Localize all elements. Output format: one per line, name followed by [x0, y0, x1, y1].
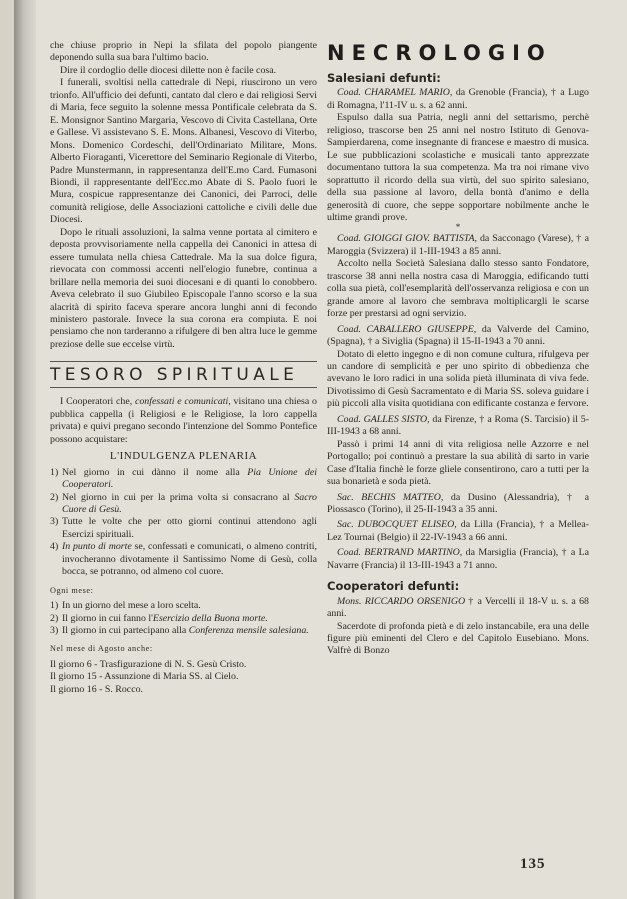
paragraph-3: I funerali, svoltisi nella cattedrale di Nepi, riuscirono un vero trionfo. All'ufficio dei defunti, cantato dal clero e dai religiosi Servi di Maria, fece seguito la solenne messa Pontificale celebrata da S. E. Monsignor Santino Margaria, Vescovo di Civita Castellana, Orte e Gallese. Vi assistevano S. E. Mons. Albanesi, Vescovo di Viterbo, Mons. Domenico Cordeschi, dell'Ordinariato Militare, Mons. Alberto Fioraganti, Vicerettore del Seminario Regionale di Viterbo, Padre Munstermann, in rappresentanza dell'E.mo Card. Fumasoni Biondi, il rappresentante dell'Ecc.mo Abate di S. Paolo fuori le Mura, cospicue rappresentanze dei Canonici, dei Parroci, delle comunità religiose, delle Associazioni cattoliche e civili delle due Diocesi. — [50, 77, 317, 226]
cooperatori-defunti-heading: Cooperatori defunti: — [327, 579, 460, 594]
obituary-entry: Coad. GALLES SISTO, da Firenze, † a Roma (S. Tarcisio) il 5-III-1943 a 68 anni. Passò i primi 14 anni di vita religiosa nelle Azzorre e nel Portogallo; poi continuò a prestare la sua abilità di sarto in varie Case d'Italia finchè le forze gliele consentirono, caro a tutti per la sua bonarietà e soda pietà. — [327, 413, 589, 488]
paragraph-1: che chiuse proprio in Nepi la sfilata del popolo piangente deponendo sulla sua bara l'ultimo bacio. — [50, 40, 317, 64]
agosto-label: Nel mese di Agosto anche: — [50, 644, 153, 654]
obituary-entry: Sac. DUBOCQUET ELISEO, da Lilla (Francia), † a Mellea-Lez Tournai (Belgio) il 22-IV-1943 a 66 anni. — [327, 519, 589, 543]
obituary-entry: Sac. BECHIS MATTEO, da Dusino (Alessandria), † a Piossasco (Torino), il 25-II-1943 a 35 anni. — [327, 491, 589, 515]
obituary-entry: Mons. RICCARDO ORSENIGO † a Vercelli il 18-V u. s. a 68 anni. Sacerdote di profonda pietà e di zelo instancabile, era una delle figure più eminenti del Clero e del Capitolo Eusebiano. Mons. Valfrè di Bonzo — [327, 595, 589, 657]
list-item: 4) In punto di morte se, confessati e comunicati, o almeno contriti, invocheranno divotamente il Santissimo Nome di Gesù, colla bocca, se potranno, od almeno col cuore. — [50, 541, 317, 578]
indulgenza-plenaria-heading: L'INDULGENZA PLENARIA — [109, 450, 258, 463]
left-column — [50, 40, 317, 696]
indulgence-list — [50, 467, 317, 579]
tesoro-intro: I Cooperatori che, confessati e comunicati, visitano una chiesa o pubblica cappella (i Religiosi e le Religiose, la loro cappella privata) e quivi pregano secondo l'intenzione del Sommo Pontefice possono acquistare: — [50, 396, 317, 445]
list-item: 2) Nel giorno in cui per la prima volta si consacrano al Sacro Cuore di Gesù. — [50, 491, 317, 515]
obituary-entry: Coad. BERTRAND MARTINO, da Marsiglia (Francia), † a La Navarre (Francia) il 13-III-1943 a 71 anno. — [327, 547, 590, 571]
page-number: 135 — [520, 856, 546, 872]
right-column — [327, 40, 589, 658]
list-item: 1) Nel giorno in cui dànno il nome alla Pia Unione dei Cooperatori. — [50, 466, 317, 491]
magazine-page — [14, 0, 627, 899]
list-item: 1) In un giorno del mese a loro scelta. — [50, 600, 201, 612]
ogni-mese-label: Ogni mese: — [50, 585, 94, 595]
list-item: 3) Il giorno in cui partecipano alla Conferenza mensile salesiana. — [50, 625, 309, 637]
list-item: Il giorno 15 - Assunzione di Maria SS. al Cielo. — [50, 671, 239, 683]
list-item: Il giorno 6 - Trasfigurazione di N. S. Gesù Cristo. — [50, 658, 247, 670]
necrologio-heading: NECROLOGIO — [327, 41, 552, 65]
tesoro-spirituale-heading: TESORO SPIRITUALE — [50, 361, 317, 388]
list-item: Il giorno 16 - S. Rocco. — [50, 683, 143, 695]
obituary-entry: Coad. GIOIGGI GIOV. BATTISTA, da Sacconago (Varese), † a Maroggia (Svizzera) il 1-III-1943 a 85 anni. Accolto nella Società Salesiana dallo stesso santo Fondatore, trascorse 38 anni nella nostra casa di Maroggia, edificando tutti colla sua pietà, coll'esemplarità dell'osservanza religiosa e con un grande amore al lavoro che sembrava moltiplicargli le scarse forze per prestarsi ad ogni servizio. — [327, 233, 589, 320]
book-spine-shadow — [14, 0, 36, 899]
obituary-entry: Coad. CHARAMEL MARIO, da Grenoble (Francia), † a Lugo di Romagna, l'11-IV u. s. a 62 anni. Espulso dalla sua Patria, negli anni del settarismo, perchè religioso, trascorse ben 25 anni nel nostro Istituto di Genova-Sampierdarena, come insegnante di francese e maestro di musica. Le sue pubblicazioni scolastiche e musicali tanto apprezzate documentano tuttora la sua competenza. Ma tra noi rimane vivo soprattutto il ricordo della sua virtù, del suo spirito salesiano, della sua passione al lavoro, della bontà d'animo e della generosità di cuore, che seppe sopportare nobilmente anche le ultime grandi prove. * — [327, 87, 589, 233]
list-item: 3) Tutte le volte che per otto giorni continui attendono agli Esercizi spirituali. — [50, 516, 317, 540]
separator-star: * — [455, 222, 461, 233]
paragraph-4: Dopo le rituali assoluzioni, la salma venne portata al cimitero e deposta provvisoriamente nella cappella dei Canonici in attesa di essere tumulata nella chiesa Cattedrale. Ma la sua dolce figura, rievocata con commossi accenti nell'elogio funebre, continua a brillare nella memoria dei suoi diocesani e di quanti lo conobbero. Aveva celebrato il suo Giubileo Episcopale l'anno scorso e la sua alacrità di spirito faceva sperare ancora lunghi anni di fecondo ministero pastorale. Invece la sua corona era compiuta. E noi pensiamo che non tarderanno a rifulgere di ben altra luce le gemme preziose delle sue eccelse virtù. — [50, 226, 317, 350]
feast-list — [50, 659, 317, 696]
monthly-list — [50, 600, 317, 637]
obituary-entry: Coad. CABALLERO GIUSEPPE, da Valverde del Camino, (Spagna), † a Siviglia (Spagna) il 15-II-1943 a 70 anni. Dotato di eletto ingegno e di non comune cultura, rifulgeva per un candore di semplicità e per uno spirito di obbedienza che avevano le loro radici in una solida pietà illuminata di viva fede. Divotissimo di Gesù Sacramentato e di Maria SS. soleva guidare i più piccoli alla visita quotidiana con edificante costanza e fervore. — [327, 323, 589, 410]
salesiani-defunti-heading: Salesiani defunti: — [327, 71, 441, 85]
list-item: 2) Il giorno in cui fanno l'Esercizio della Buona morte. — [50, 612, 268, 624]
paragraph-2: Dire il cordoglio delle diocesi dilette non è facile cosa. — [60, 64, 277, 76]
